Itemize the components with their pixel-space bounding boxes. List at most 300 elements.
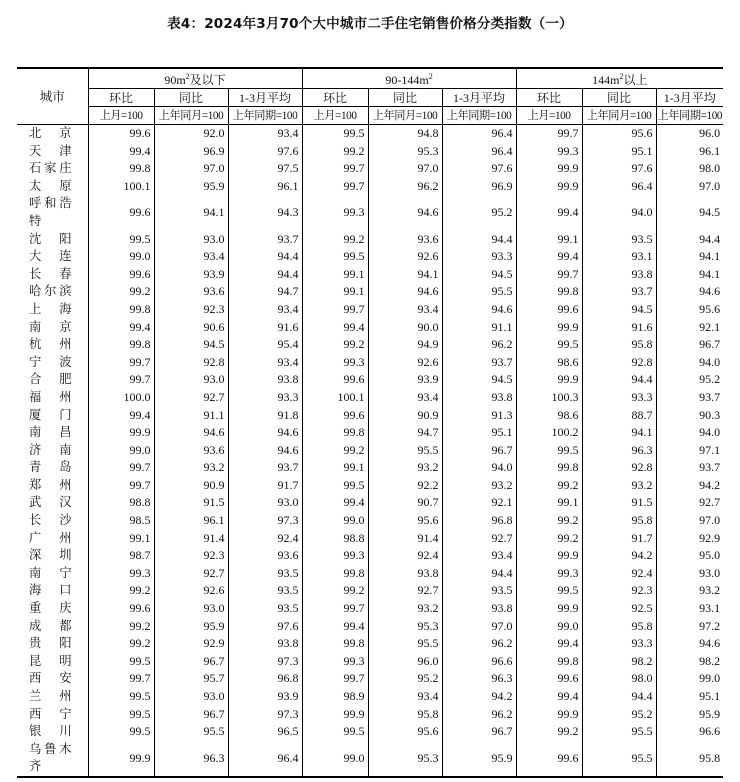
city-name: 北京: [29, 126, 72, 140]
index-value: 96.6: [442, 653, 516, 671]
index-value: 93.0: [154, 600, 228, 618]
index-value: 93.7: [228, 231, 302, 249]
index-value: 94.1: [154, 195, 228, 230]
index-value: 93.7: [656, 459, 723, 477]
index-value: 93.8: [368, 565, 442, 583]
index-value: 97.2: [656, 618, 723, 636]
index-value: 96.5: [228, 723, 302, 741]
index-value: 96.0: [368, 653, 442, 671]
index-value: 94.5: [442, 266, 516, 284]
index-value: 99.3: [88, 565, 154, 583]
index-value: 93.8: [442, 600, 516, 618]
index-value: 97.0: [442, 618, 516, 636]
index-value: 99.0: [656, 670, 723, 688]
index-value: 100.0: [88, 389, 154, 407]
index-value: 99.2: [302, 231, 368, 249]
table-row: [17, 547, 723, 565]
index-value: 91.3: [442, 407, 516, 425]
index-value: 99.4: [88, 143, 154, 161]
index-value: 98.8: [88, 494, 154, 512]
city-name: 银川: [29, 724, 72, 739]
index-value: 96.4: [442, 125, 516, 143]
index-value: 93.3: [228, 389, 302, 407]
index-value: 94.4: [228, 266, 302, 284]
index-value: 91.4: [368, 530, 442, 548]
group-header-large: $144m^2$以上: [516, 68, 723, 89]
table-row: [17, 582, 723, 600]
index-value: 99.0: [88, 248, 154, 266]
index-value: 96.8: [228, 670, 302, 688]
index-value: 99.0: [302, 512, 368, 530]
index-value: 95.0: [656, 547, 723, 565]
index-value: 93.3: [442, 248, 516, 266]
index-value: 99.1: [516, 231, 582, 249]
index-value: 93.2: [154, 459, 228, 477]
index-value: 94.0: [656, 354, 723, 372]
index-value: 100.1: [88, 178, 154, 196]
city-name: 大连: [29, 249, 72, 264]
index-value: 98.5: [88, 512, 154, 530]
index-value: 99.5: [88, 653, 154, 671]
index-value: 92.7: [154, 565, 228, 583]
index-value: 96.7: [442, 442, 516, 460]
index-value: 99.5: [516, 336, 582, 354]
sub-header-avg: 1-3月平均: [442, 89, 516, 107]
index-value: 93.1: [656, 600, 723, 618]
index-value: 95.1: [656, 688, 723, 706]
table-row: [17, 741, 723, 777]
index-value: 94.6: [442, 301, 516, 319]
city-name: 沈阳: [29, 231, 72, 246]
index-value: 93.2: [442, 477, 516, 495]
index-value: 95.7: [154, 670, 228, 688]
index-value: 99.9: [516, 178, 582, 196]
index-value: 99.6: [516, 670, 582, 688]
index-value: 99.8: [516, 459, 582, 477]
index-value: 99.4: [302, 494, 368, 512]
city-name: 广州: [29, 530, 72, 545]
index-value: 96.2: [442, 635, 516, 653]
index-value: 99.3: [516, 565, 582, 583]
table-row: [17, 512, 723, 530]
index-value: 97.3: [228, 653, 302, 671]
table-row: [17, 688, 723, 706]
index-value: 96.7: [656, 336, 723, 354]
index-value: 95.5: [442, 283, 516, 301]
index-value: 99.4: [516, 635, 582, 653]
index-value: 99.7: [302, 301, 368, 319]
index-value: 99.6: [88, 195, 154, 230]
index-value: 99.2: [88, 635, 154, 653]
index-value: 99.1: [516, 494, 582, 512]
index-value: 98.9: [302, 688, 368, 706]
index-value: 99.7: [88, 477, 154, 495]
index-value: 99.7: [302, 178, 368, 196]
index-value: 95.6: [368, 723, 442, 741]
index-value: 91.4: [154, 530, 228, 548]
index-value: 93.0: [656, 565, 723, 583]
index-value: 90.6: [154, 319, 228, 337]
index-value: 96.3: [582, 442, 656, 460]
sub-header-yoy: 同比: [368, 89, 442, 107]
city-name: 厦门: [29, 407, 72, 422]
table-row: [17, 160, 723, 178]
index-value: 92.3: [582, 582, 656, 600]
city-name: 福州: [29, 389, 72, 404]
table-row: [17, 178, 723, 196]
table-row: [17, 477, 723, 495]
table-row: [17, 670, 723, 688]
table-body: [17, 125, 723, 777]
index-value: 97.6: [442, 160, 516, 178]
table-row: [17, 723, 723, 741]
index-value: 92.3: [154, 301, 228, 319]
index-value: 92.8: [582, 459, 656, 477]
city-name: 武汉: [29, 495, 72, 510]
index-value: 94.1: [656, 266, 723, 284]
index-value: 99.7: [88, 459, 154, 477]
index-value: 93.6: [228, 547, 302, 565]
index-value: 99.8: [88, 301, 154, 319]
base-header-prev-year-period: 上年同期=100: [656, 107, 723, 125]
index-value: 99.2: [88, 582, 154, 600]
index-value: 99.2: [302, 442, 368, 460]
index-value: 95.2: [368, 670, 442, 688]
index-value: 99.2: [302, 582, 368, 600]
index-value: 96.8: [442, 512, 516, 530]
index-value: 96.4: [442, 143, 516, 161]
index-value: 93.5: [228, 600, 302, 618]
city-name: 呼和浩特: [29, 196, 72, 228]
index-value: 94.6: [154, 424, 228, 442]
index-value: 99.8: [302, 565, 368, 583]
index-value: 99.7: [302, 600, 368, 618]
index-value: 99.7: [88, 670, 154, 688]
index-value: 95.8: [368, 706, 442, 724]
city-name: 深圳: [29, 548, 72, 563]
index-value: 96.4: [228, 741, 302, 777]
table-row: [17, 371, 723, 389]
index-value: 99.1: [302, 283, 368, 301]
index-value: 91.7: [582, 530, 656, 548]
table-row: [17, 442, 723, 460]
index-value: 93.2: [368, 459, 442, 477]
index-value: 95.5: [368, 635, 442, 653]
table-row: [17, 283, 723, 301]
index-value: 96.7: [154, 653, 228, 671]
sub-header-mom: 环比: [516, 89, 582, 107]
index-value: 99.2: [88, 283, 154, 301]
city-name: 上海: [29, 301, 72, 316]
index-value: 91.8: [228, 407, 302, 425]
index-value: 95.6: [582, 125, 656, 143]
index-value: 95.5: [582, 741, 656, 777]
table-row: [17, 301, 723, 319]
city-name: 海口: [29, 583, 72, 598]
index-value: 93.4: [368, 301, 442, 319]
price-index-table: [17, 67, 723, 778]
index-value: 96.1: [228, 178, 302, 196]
base-header-prev-year-month: 上年同月=100: [582, 107, 656, 125]
sub-header-mom: 环比: [88, 89, 154, 107]
index-value: 99.7: [88, 354, 154, 372]
index-value: 93.4: [228, 354, 302, 372]
index-value: 95.9: [154, 178, 228, 196]
index-value: 92.9: [656, 530, 723, 548]
index-value: 93.5: [442, 582, 516, 600]
index-value: 98.7: [88, 547, 154, 565]
table-row: [17, 635, 723, 653]
index-value: 99.6: [302, 407, 368, 425]
table-row: [17, 389, 723, 407]
index-value: 94.3: [228, 195, 302, 230]
index-value: 91.5: [582, 494, 656, 512]
index-value: 98.2: [582, 653, 656, 671]
index-value: 93.8: [228, 371, 302, 389]
index-value: 94.6: [368, 195, 442, 230]
index-value: 93.7: [582, 283, 656, 301]
index-value: 99.0: [88, 442, 154, 460]
table-row: [17, 600, 723, 618]
index-value: 95.5: [582, 723, 656, 741]
index-value: 90.9: [368, 407, 442, 425]
group-header-medium: $90-144m^2$: [302, 68, 516, 89]
index-value: 92.6: [368, 354, 442, 372]
index-value: 88.7: [582, 407, 656, 425]
index-value: 95.3: [368, 741, 442, 777]
index-value: 99.7: [88, 371, 154, 389]
index-value: 99.7: [302, 160, 368, 178]
index-value: 93.9: [228, 688, 302, 706]
index-value: 92.4: [368, 547, 442, 565]
group-header-small: $90m^2$及以下: [88, 68, 302, 89]
index-value: 99.5: [302, 248, 368, 266]
city-name: 长沙: [29, 513, 72, 528]
index-value: 97.3: [228, 706, 302, 724]
base-header-prev-year-period: 上年同期=100: [442, 107, 516, 125]
index-value: 92.8: [582, 354, 656, 372]
index-value: 99.9: [516, 706, 582, 724]
index-value: 96.9: [154, 143, 228, 161]
city-name: 乌鲁木齐: [17, 741, 88, 777]
index-value: 95.8: [582, 512, 656, 530]
index-value: 99.6: [516, 301, 582, 319]
index-value: 99.5: [88, 723, 154, 741]
base-header-prev-year-period: 上年同期=100: [228, 107, 302, 125]
index-value: 94.1: [582, 424, 656, 442]
city-name: 西安: [29, 671, 72, 686]
index-value: 91.6: [582, 319, 656, 337]
index-value: 90.9: [154, 477, 228, 495]
index-value: 95.9: [442, 741, 516, 777]
index-value: 93.6: [154, 283, 228, 301]
index-value: 93.0: [154, 688, 228, 706]
table-row: [17, 530, 723, 548]
index-value: 99.8: [302, 635, 368, 653]
index-value: 95.8: [582, 618, 656, 636]
index-value: 97.5: [228, 160, 302, 178]
index-value: 92.5: [582, 600, 656, 618]
index-value: 99.4: [88, 407, 154, 425]
index-value: 99.9: [516, 600, 582, 618]
index-value: 99.9: [516, 371, 582, 389]
index-value: 99.2: [516, 512, 582, 530]
index-value: 99.9: [516, 319, 582, 337]
index-value: 96.1: [656, 143, 723, 161]
city-name: 昆明: [29, 653, 72, 668]
index-value: 92.3: [154, 547, 228, 565]
index-value: 93.6: [368, 231, 442, 249]
index-value: 93.6: [154, 442, 228, 460]
city-name: 成都: [29, 618, 72, 633]
city-name: 南宁: [29, 565, 72, 580]
index-value: 99.2: [516, 530, 582, 548]
index-value: 94.9: [368, 336, 442, 354]
city-name: 太原: [29, 178, 72, 193]
price-index-table-container: [17, 67, 723, 778]
index-value: 100.3: [516, 389, 582, 407]
base-header-prev-month: 上月=100: [302, 107, 368, 125]
sub-header-avg: 1-3月平均: [656, 89, 723, 107]
index-value: 94.2: [582, 547, 656, 565]
index-value: 91.1: [442, 319, 516, 337]
table-row: [17, 231, 723, 249]
index-value: 99.4: [516, 688, 582, 706]
index-value: 95.2: [656, 371, 723, 389]
index-value: 96.3: [442, 670, 516, 688]
city-name: 南京: [29, 319, 72, 334]
index-value: 92.7: [656, 494, 723, 512]
index-value: 95.9: [656, 706, 723, 724]
index-value: 92.1: [442, 494, 516, 512]
table-title: 表4：2024年3月70个大中城市二手住宅销售价格分类指数（一）: [167, 16, 573, 32]
index-value: 97.0: [656, 512, 723, 530]
sub-header-yoy: 同比: [154, 89, 228, 107]
table-row: [17, 195, 723, 230]
index-value: 99.9: [516, 160, 582, 178]
index-value: 94.4: [442, 565, 516, 583]
index-value: 94.6: [228, 442, 302, 460]
city-name: 天津: [29, 143, 72, 158]
index-value: 99.8: [516, 283, 582, 301]
index-value: 92.7: [154, 389, 228, 407]
index-value: 95.1: [582, 143, 656, 161]
city-name: 西宁: [29, 706, 72, 721]
index-value: 94.1: [368, 266, 442, 284]
index-value: 93.4: [368, 389, 442, 407]
index-value: 94.2: [656, 477, 723, 495]
index-value: 96.0: [656, 125, 723, 143]
index-value: 99.6: [88, 600, 154, 618]
index-value: 99.4: [516, 195, 582, 230]
index-value: 94.6: [228, 424, 302, 442]
index-value: 99.5: [302, 477, 368, 495]
index-value: 94.5: [442, 371, 516, 389]
index-value: 99.0: [516, 618, 582, 636]
table-row: [17, 618, 723, 636]
index-value: 99.2: [302, 336, 368, 354]
index-value: 99.2: [88, 618, 154, 636]
index-value: 96.4: [582, 178, 656, 196]
city-name: 哈尔滨: [29, 284, 72, 299]
index-value: 97.6: [228, 618, 302, 636]
index-value: 91.7: [228, 477, 302, 495]
city-name: 石家庄: [29, 161, 72, 176]
index-value: 98.0: [582, 670, 656, 688]
index-value: 99.5: [88, 706, 154, 724]
city-name: 南昌: [29, 425, 72, 440]
index-value: 98.6: [516, 354, 582, 372]
index-value: 95.6: [656, 301, 723, 319]
index-value: 93.0: [154, 371, 228, 389]
index-value: 97.0: [656, 178, 723, 196]
index-value: 99.6: [516, 741, 582, 777]
index-value: 98.0: [656, 160, 723, 178]
city-name: 兰州: [29, 689, 72, 703]
index-value: 99.9: [302, 706, 368, 724]
index-value: 96.2: [442, 706, 516, 724]
index-value: 96.2: [442, 336, 516, 354]
index-value: 94.0: [656, 424, 723, 442]
index-value: 99.5: [88, 688, 154, 706]
index-value: 94.4: [656, 231, 723, 249]
index-value: 93.8: [442, 389, 516, 407]
index-value: 93.2: [656, 582, 723, 600]
index-value: 93.4: [228, 125, 302, 143]
table-row: [17, 424, 723, 442]
index-value: 92.7: [368, 582, 442, 600]
index-value: 95.2: [442, 195, 516, 230]
table-row: [17, 565, 723, 583]
index-value: 97.6: [582, 160, 656, 178]
index-value: 99.4: [88, 319, 154, 337]
index-value: 99.1: [302, 459, 368, 477]
index-value: 95.5: [154, 723, 228, 741]
index-value: 93.2: [368, 600, 442, 618]
index-value: 95.9: [154, 618, 228, 636]
index-value: 93.1: [582, 248, 656, 266]
index-value: 93.7: [228, 459, 302, 477]
index-value: 92.6: [154, 582, 228, 600]
index-value: 99.6: [302, 371, 368, 389]
index-value: 95.2: [582, 706, 656, 724]
index-value: 93.2: [582, 477, 656, 495]
index-value: 93.5: [228, 582, 302, 600]
index-value: 90.0: [368, 319, 442, 337]
table-row: [17, 266, 723, 284]
index-value: 98.6: [516, 407, 582, 425]
index-value: 99.4: [302, 319, 368, 337]
index-value: 94.4: [228, 248, 302, 266]
index-value: 93.4: [442, 547, 516, 565]
index-value: 99.9: [516, 547, 582, 565]
index-value: 99.1: [88, 530, 154, 548]
index-value: 93.5: [582, 231, 656, 249]
index-value: 93.4: [368, 688, 442, 706]
table-row: [17, 706, 723, 724]
index-value: 95.4: [228, 336, 302, 354]
index-value: 91.5: [154, 494, 228, 512]
index-value: 95.6: [368, 512, 442, 530]
table-row: [17, 494, 723, 512]
index-value: 98.2: [656, 653, 723, 671]
index-value: 93.0: [154, 231, 228, 249]
index-value: 92.8: [154, 354, 228, 372]
city-name: 宁波: [29, 354, 72, 369]
index-value: 94.0: [442, 459, 516, 477]
index-value: 99.5: [302, 125, 368, 143]
index-value: 99.2: [516, 723, 582, 741]
